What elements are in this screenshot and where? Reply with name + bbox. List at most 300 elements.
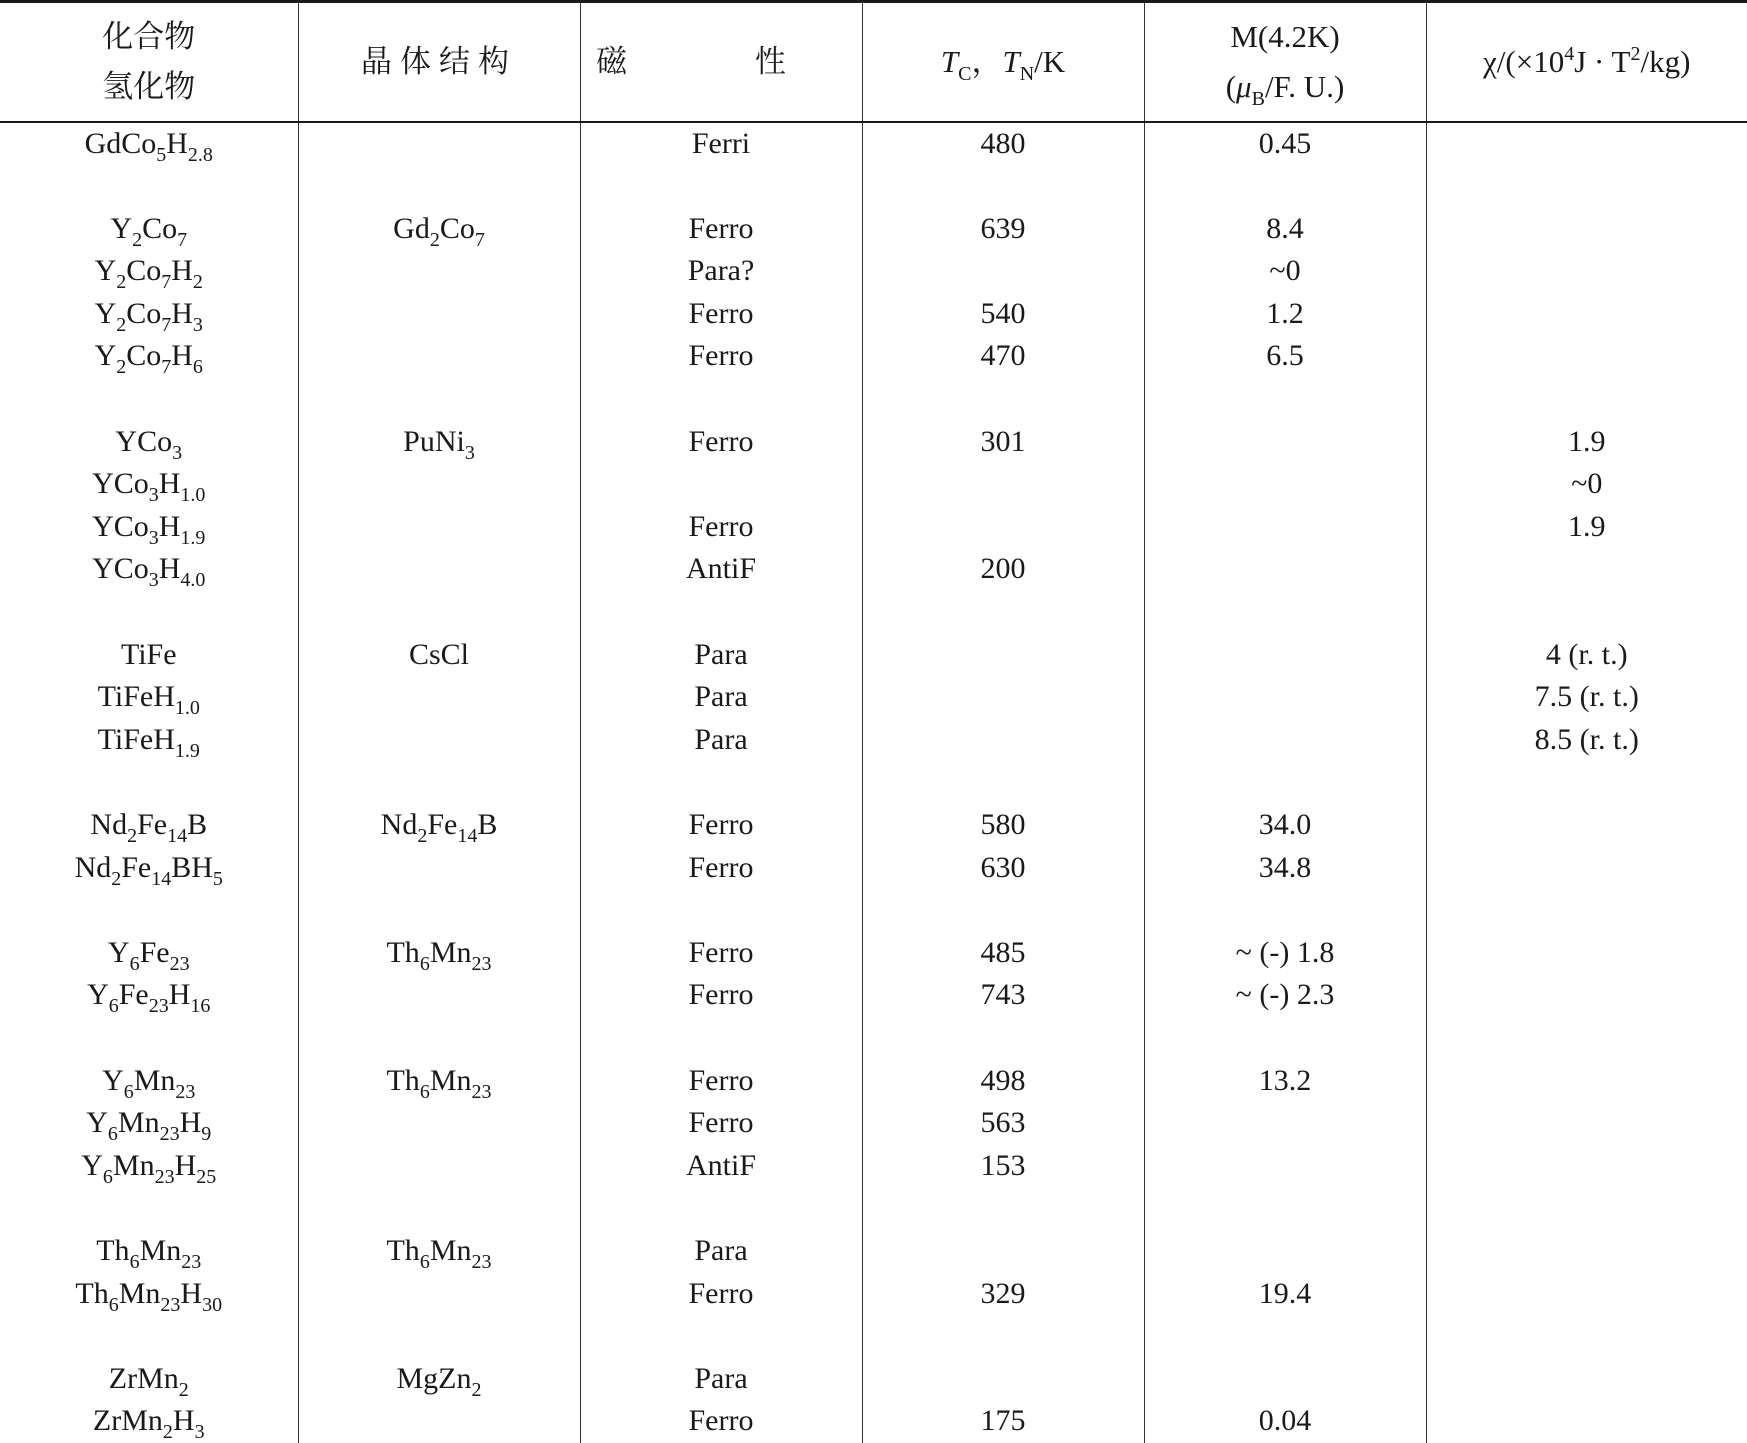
compound-subscript: 2 bbox=[178, 1378, 189, 1401]
compound-subscript: 7 bbox=[161, 313, 172, 336]
header-compound bbox=[0, 2, 298, 122]
cell-magnetism: Para bbox=[580, 1358, 862, 1401]
cell-compound bbox=[0, 847, 298, 890]
spacer-cell bbox=[862, 1315, 1144, 1358]
compound-part: Co bbox=[121, 126, 157, 160]
spacer-cell bbox=[0, 165, 298, 208]
cell-crystal-structure bbox=[298, 1400, 580, 1443]
spacer-cell bbox=[1144, 1017, 1426, 1060]
table-row bbox=[0, 1400, 1747, 1443]
cell-crystal-structure bbox=[298, 1358, 580, 1401]
spacer-cell bbox=[580, 1187, 862, 1230]
cell-susceptibility bbox=[1426, 1273, 1747, 1316]
cell-magnetism: Ferro bbox=[580, 1273, 862, 1316]
compound-part: TiFe bbox=[120, 637, 177, 671]
table-row bbox=[0, 250, 1747, 293]
compound-subscript: 14 bbox=[167, 825, 188, 847]
cell-crystal-structure bbox=[298, 1273, 580, 1316]
cell-temperature: 580 bbox=[862, 804, 1144, 847]
table-row bbox=[0, 1358, 1747, 1401]
structure-part: Mn bbox=[429, 935, 472, 969]
structure-part: Gd bbox=[393, 211, 430, 245]
cell-crystal-structure bbox=[298, 1230, 580, 1273]
spacer-cell bbox=[862, 761, 1144, 804]
cell-temperature: 743 bbox=[862, 974, 1144, 1017]
cell-compound bbox=[0, 1400, 298, 1443]
spacer-cell bbox=[298, 591, 580, 634]
cell-magnetism: Ferro bbox=[580, 506, 862, 549]
table-row bbox=[0, 1145, 1747, 1188]
spacer-cell bbox=[580, 889, 862, 932]
cell-magnetism: Ferro bbox=[580, 932, 862, 975]
compound-part: Y bbox=[81, 1148, 103, 1182]
cell-magnetism: Ferro bbox=[580, 208, 862, 251]
cell-temperature bbox=[862, 1358, 1144, 1401]
cell-compound bbox=[0, 250, 298, 293]
spacer-cell bbox=[862, 378, 1144, 421]
cell-temperature bbox=[862, 676, 1144, 719]
compound-subscript: 23 bbox=[181, 1250, 202, 1273]
table-row bbox=[0, 463, 1747, 506]
cell-compound bbox=[0, 932, 298, 975]
cell-compound bbox=[0, 1102, 298, 1145]
cell-moment: ~ (-) 2.3 bbox=[1144, 974, 1426, 1017]
cell-crystal-structure bbox=[298, 974, 580, 1017]
table-row bbox=[0, 974, 1747, 1017]
spacer-cell bbox=[298, 761, 580, 804]
table-row bbox=[0, 335, 1747, 378]
structure-subscript: 23 bbox=[471, 952, 492, 975]
cell-temperature: 563 bbox=[862, 1102, 1144, 1145]
spacer-row bbox=[0, 165, 1747, 208]
spacer-cell bbox=[1426, 1315, 1747, 1358]
compound-part: H bbox=[179, 1106, 202, 1140]
cell-crystal-structure bbox=[298, 634, 580, 677]
cell-compound bbox=[0, 122, 298, 166]
compound-part: Mn bbox=[139, 1233, 182, 1267]
cell-temperature: 480 bbox=[862, 122, 1144, 166]
compound-subscript: 2 bbox=[116, 356, 127, 379]
compound-part: Y bbox=[102, 1063, 124, 1097]
compound-part: Y bbox=[94, 254, 117, 288]
table-row bbox=[0, 1060, 1747, 1103]
cell-moment bbox=[1144, 719, 1426, 762]
compound-part: H bbox=[158, 509, 181, 543]
compound-part: Y bbox=[94, 296, 117, 330]
spacer-cell bbox=[862, 889, 1144, 932]
cell-compound bbox=[0, 335, 298, 378]
cell-crystal-structure bbox=[298, 1102, 580, 1145]
cell-compound bbox=[0, 634, 298, 677]
compound-part: TiFeH bbox=[97, 722, 175, 756]
cell-compound bbox=[0, 974, 298, 1017]
compound-subscript: 16 bbox=[190, 995, 211, 1018]
compound-part: Y bbox=[94, 339, 117, 373]
table-row bbox=[0, 1230, 1747, 1273]
compound-subscript: 3 bbox=[172, 441, 183, 464]
cell-susceptibility bbox=[1426, 1102, 1747, 1145]
structure-subscript: 23 bbox=[471, 1250, 492, 1273]
compound-part: Y bbox=[110, 211, 133, 245]
compound-part: Mn bbox=[118, 1276, 161, 1310]
cell-moment: 34.0 bbox=[1144, 804, 1426, 847]
cell-magnetism: Ferro bbox=[580, 1102, 862, 1145]
compound-part: Fe bbox=[121, 850, 152, 884]
spacer-cell bbox=[1426, 889, 1747, 932]
spacer-cell bbox=[0, 1017, 298, 1060]
compound-subscript: 23 bbox=[169, 952, 190, 975]
cell-crystal-structure bbox=[298, 719, 580, 762]
compound-part: B bbox=[187, 808, 208, 841]
compound-subscript: 7 bbox=[161, 356, 172, 379]
cell-temperature: 498 bbox=[862, 1060, 1144, 1103]
compound-subscript: 9 bbox=[201, 1123, 212, 1146]
cell-crystal-structure bbox=[298, 1145, 580, 1188]
cell-crystal-structure bbox=[298, 463, 580, 506]
compound-subscript: 3 bbox=[194, 1421, 205, 1443]
compound-subscript: 7 bbox=[177, 228, 188, 251]
structure-part: Co bbox=[439, 211, 475, 245]
table-row bbox=[0, 1273, 1747, 1316]
cell-susceptibility: 8.5 (r. t.) bbox=[1426, 719, 1747, 762]
table-row bbox=[0, 932, 1747, 975]
cell-magnetism: AntiF bbox=[580, 548, 862, 591]
structure-part: Mn bbox=[429, 1063, 472, 1097]
header-crystal-structure: 晶体结构 bbox=[298, 2, 580, 122]
cell-compound bbox=[0, 506, 298, 549]
structure-part: PuNi bbox=[403, 424, 465, 458]
spacer-cell bbox=[1426, 1187, 1747, 1230]
cell-temperature bbox=[862, 250, 1144, 293]
compound-subscript: 23 bbox=[160, 1293, 181, 1316]
cell-compound bbox=[0, 804, 298, 847]
cell-moment: 0.45 bbox=[1144, 122, 1426, 166]
compound-part: Fe bbox=[139, 935, 170, 969]
cell-crystal-structure bbox=[298, 676, 580, 719]
cell-susceptibility bbox=[1426, 804, 1747, 847]
cell-susceptibility bbox=[1426, 250, 1747, 293]
compound-part: H bbox=[158, 467, 181, 501]
cell-susceptibility: 4 (r. t.) bbox=[1426, 634, 1747, 677]
cell-temperature bbox=[862, 1230, 1144, 1273]
cell-susceptibility bbox=[1426, 847, 1747, 890]
compound-subscript: 6 bbox=[108, 1293, 119, 1316]
compound-part: ZrMn bbox=[92, 1404, 163, 1438]
compound-part: Nd bbox=[74, 850, 112, 884]
compound-subscript: 23 bbox=[154, 1165, 175, 1188]
structure-part: Th bbox=[386, 935, 420, 969]
cell-susceptibility bbox=[1426, 932, 1747, 975]
cell-moment: 34.8 bbox=[1144, 847, 1426, 890]
compound-part: H bbox=[171, 339, 193, 373]
cell-temperature bbox=[862, 506, 1144, 549]
compound-part: H bbox=[158, 552, 181, 586]
table-row bbox=[0, 122, 1747, 166]
header-susceptibility: $\chi/(\times 10^4J \cdot T^2/kg)$ bbox=[1426, 2, 1747, 122]
spacer-cell bbox=[862, 1187, 1144, 1230]
header-compound-line1: 化合物 bbox=[102, 18, 196, 54]
structure-part: Th bbox=[386, 1063, 420, 1097]
cell-magnetism: Ferri bbox=[580, 122, 862, 166]
compound-subscript: 23 bbox=[175, 1080, 196, 1103]
table-row bbox=[0, 506, 1747, 549]
compound-subscript: 3 bbox=[148, 526, 159, 549]
cell-compound bbox=[0, 208, 298, 251]
spacer-cell bbox=[1426, 1017, 1747, 1060]
structure-subscript: 14 bbox=[457, 825, 478, 847]
compound-part: BH bbox=[171, 850, 213, 884]
compound-subscript: 3 bbox=[148, 569, 159, 592]
cell-magnetism: Ferro bbox=[580, 974, 862, 1017]
cell-magnetism: Para bbox=[580, 1230, 862, 1273]
compound-part: Fe bbox=[118, 978, 149, 1012]
cell-moment bbox=[1144, 634, 1426, 677]
cell-magnetism: Ferro bbox=[580, 804, 862, 847]
cell-moment bbox=[1144, 506, 1426, 549]
compound-subscript: 1.0 bbox=[174, 697, 200, 720]
compound-part: H bbox=[166, 126, 188, 160]
cell-temperature: 485 bbox=[862, 932, 1144, 975]
cell-magnetism: Para bbox=[580, 676, 862, 719]
table-row bbox=[0, 719, 1747, 762]
compound-subscript: 14 bbox=[151, 867, 172, 890]
compound-part: H bbox=[168, 978, 191, 1012]
compound-part: Y bbox=[107, 935, 130, 969]
cell-crystal-structure bbox=[298, 804, 580, 847]
spacer-cell bbox=[1144, 591, 1426, 634]
cell-compound bbox=[0, 1358, 298, 1401]
compound-part: Co bbox=[142, 211, 178, 245]
spacer-cell bbox=[862, 165, 1144, 208]
spacer-cell bbox=[298, 889, 580, 932]
cell-moment: 6.5 bbox=[1144, 335, 1426, 378]
cell-temperature: 540 bbox=[862, 293, 1144, 336]
cell-compound bbox=[0, 548, 298, 591]
spacer-cell bbox=[580, 165, 862, 208]
compound-part: H bbox=[180, 1276, 203, 1310]
cell-magnetism: Para? bbox=[580, 250, 862, 293]
cell-crystal-structure bbox=[298, 847, 580, 890]
cell-susceptibility bbox=[1426, 1400, 1747, 1443]
compound-subscript: 1.9 bbox=[180, 526, 206, 549]
spacer-cell bbox=[298, 1187, 580, 1230]
compound-part: ZrMn bbox=[108, 1361, 179, 1395]
cell-susceptibility: 7.5 (r. t.) bbox=[1426, 676, 1747, 719]
table-row bbox=[0, 421, 1747, 464]
cell-compound bbox=[0, 421, 298, 464]
cell-moment bbox=[1144, 548, 1426, 591]
cell-crystal-structure bbox=[298, 506, 580, 549]
cell-magnetism: Ferro bbox=[580, 1060, 862, 1103]
cell-compound bbox=[0, 1060, 298, 1103]
cell-temperature bbox=[862, 463, 1144, 506]
table-row bbox=[0, 847, 1747, 890]
spacer-cell bbox=[580, 378, 862, 421]
compound-part: YCo bbox=[92, 467, 149, 501]
compound-part: YCo bbox=[92, 552, 149, 586]
compound-subscript: 30 bbox=[202, 1293, 223, 1316]
compound-part: Co bbox=[126, 339, 162, 373]
spacer-cell bbox=[862, 1017, 1144, 1060]
compound-subscript: 3 bbox=[148, 484, 159, 507]
spacer-cell bbox=[298, 378, 580, 421]
cell-moment bbox=[1144, 1230, 1426, 1273]
compound-part: H bbox=[174, 1148, 197, 1182]
structure-subscript: 23 bbox=[471, 1080, 492, 1103]
compound-subscript: 3 bbox=[192, 313, 203, 336]
spacer-cell bbox=[0, 378, 298, 421]
compound-subscript: 2 bbox=[132, 228, 143, 251]
structure-subscript: 2 bbox=[471, 1378, 482, 1401]
cell-compound bbox=[0, 463, 298, 506]
cell-moment bbox=[1144, 1358, 1426, 1401]
cell-magnetism: Ferro bbox=[580, 293, 862, 336]
compound-subscript: 2 bbox=[162, 1421, 173, 1443]
spacer-cell bbox=[862, 591, 1144, 634]
cell-crystal-structure bbox=[298, 122, 580, 166]
compound-part: Y bbox=[86, 1106, 108, 1140]
cell-susceptibility bbox=[1426, 974, 1747, 1017]
spacer-cell bbox=[580, 761, 862, 804]
cell-moment bbox=[1144, 676, 1426, 719]
compound-subscript: 2 bbox=[111, 867, 122, 890]
cell-temperature: 630 bbox=[862, 847, 1144, 890]
spacer-row bbox=[0, 1315, 1747, 1358]
compound-part: TiFeH bbox=[97, 680, 175, 714]
compound-part: H bbox=[172, 1404, 195, 1438]
cell-susceptibility: 1.9 bbox=[1426, 506, 1747, 549]
cell-temperature bbox=[862, 719, 1144, 762]
table-row bbox=[0, 548, 1747, 591]
spacer-row bbox=[0, 1017, 1747, 1060]
spacer-cell bbox=[0, 1315, 298, 1358]
cell-compound bbox=[0, 719, 298, 762]
compound-subscript: 5 bbox=[156, 143, 167, 166]
spacer-cell bbox=[1144, 378, 1426, 421]
spacer-cell bbox=[580, 591, 862, 634]
compound-part: Mn bbox=[117, 1106, 160, 1140]
cell-susceptibility bbox=[1426, 335, 1747, 378]
compound-subscript: 2 bbox=[127, 825, 138, 847]
compound-part: Nd bbox=[90, 808, 128, 841]
cell-moment: 19.4 bbox=[1144, 1273, 1426, 1316]
structure-part: Mn bbox=[429, 1233, 472, 1267]
cell-susceptibility bbox=[1426, 1230, 1747, 1273]
compound-subscript: 25 bbox=[196, 1165, 217, 1188]
compound-part: Co bbox=[126, 296, 162, 330]
compound-part: Th bbox=[96, 1233, 130, 1267]
table-row bbox=[0, 293, 1747, 336]
cell-moment: ~ (-) 1.8 bbox=[1144, 932, 1426, 975]
compound-part: Mn bbox=[133, 1063, 176, 1097]
compound-part: Co bbox=[126, 254, 162, 288]
header-moment: M(4.2K) ($\mu_B/F$. U.) bbox=[1144, 2, 1426, 122]
header-curie-neel-temperature: $T_C$，$T_N/K$ bbox=[862, 2, 1144, 122]
spacer-row bbox=[0, 889, 1747, 932]
cell-temperature: 470 bbox=[862, 335, 1144, 378]
cell-compound bbox=[0, 1145, 298, 1188]
structure-part: MgZn bbox=[396, 1361, 472, 1395]
table-row bbox=[0, 804, 1747, 847]
compound-subscript: 6 bbox=[192, 356, 203, 379]
cell-crystal-structure bbox=[298, 548, 580, 591]
spacer-row bbox=[0, 761, 1747, 804]
spacer-cell bbox=[1426, 591, 1747, 634]
compound-subscript: 6 bbox=[123, 1080, 134, 1103]
spacer-cell bbox=[1144, 761, 1426, 804]
header-compound-line2: 氢化物 bbox=[102, 68, 196, 104]
cell-crystal-structure bbox=[298, 335, 580, 378]
spacer-cell bbox=[298, 1315, 580, 1358]
structure-part: CsCl bbox=[408, 637, 470, 671]
compound-part: Y bbox=[87, 978, 109, 1012]
cell-compound bbox=[0, 1230, 298, 1273]
structure-subscript: 6 bbox=[419, 1250, 430, 1273]
cell-temperature: 639 bbox=[862, 208, 1144, 251]
cell-compound bbox=[0, 676, 298, 719]
cell-crystal-structure bbox=[298, 421, 580, 464]
structure-part: Th bbox=[386, 1233, 420, 1267]
table-row bbox=[0, 208, 1747, 251]
cell-temperature: 153 bbox=[862, 1145, 1144, 1188]
cell-moment bbox=[1144, 1145, 1426, 1188]
compound-part: Mn bbox=[112, 1148, 155, 1182]
cell-moment bbox=[1144, 463, 1426, 506]
cell-magnetism: Ferro bbox=[580, 421, 862, 464]
compound-subscript: 6 bbox=[108, 995, 119, 1018]
cell-temperature: 329 bbox=[862, 1273, 1144, 1316]
compound-subscript: 6 bbox=[129, 952, 140, 975]
table-body bbox=[0, 122, 1747, 1443]
compound-subscript: 5 bbox=[212, 867, 223, 890]
structure-subscript: 6 bbox=[419, 1080, 430, 1103]
header-magnetism: 磁 性 bbox=[580, 2, 862, 122]
cell-susceptibility bbox=[1426, 548, 1747, 591]
compound-subscript: 7 bbox=[161, 271, 172, 294]
structure-subscript: 2 bbox=[417, 825, 428, 847]
compound-subscript: 6 bbox=[102, 1165, 113, 1188]
cell-magnetism: Para bbox=[580, 719, 862, 762]
spacer-cell bbox=[1426, 761, 1747, 804]
spacer-cell bbox=[1144, 1187, 1426, 1230]
spacer-cell bbox=[1144, 889, 1426, 932]
cell-susceptibility bbox=[1426, 208, 1747, 251]
structure-part: B bbox=[477, 808, 498, 841]
structure-subscript: 6 bbox=[419, 952, 430, 975]
cell-susceptibility bbox=[1426, 1060, 1747, 1103]
cell-magnetism: Ferro bbox=[580, 847, 862, 890]
cell-compound bbox=[0, 293, 298, 336]
cell-temperature: 200 bbox=[862, 548, 1144, 591]
cell-temperature bbox=[862, 634, 1144, 677]
compound-part: H bbox=[171, 296, 193, 330]
spacer-row bbox=[0, 378, 1747, 421]
header-row bbox=[0, 2, 1747, 122]
structure-part: Nd bbox=[380, 808, 418, 841]
cell-moment: 0.04 bbox=[1144, 1400, 1426, 1443]
cell-temperature: 175 bbox=[862, 1400, 1144, 1443]
spacer-cell bbox=[298, 165, 580, 208]
spacer-cell bbox=[0, 591, 298, 634]
compound-subscript: 1.9 bbox=[174, 739, 200, 762]
cell-magnetism: Ferro bbox=[580, 1400, 862, 1443]
cell-crystal-structure bbox=[298, 1060, 580, 1103]
spacer-cell bbox=[1144, 1315, 1426, 1358]
compound-subscript: 2 bbox=[116, 271, 127, 294]
compound-subscript: 4.0 bbox=[180, 569, 206, 592]
cell-magnetism bbox=[580, 463, 862, 506]
cell-magnetism: Para bbox=[580, 634, 862, 677]
